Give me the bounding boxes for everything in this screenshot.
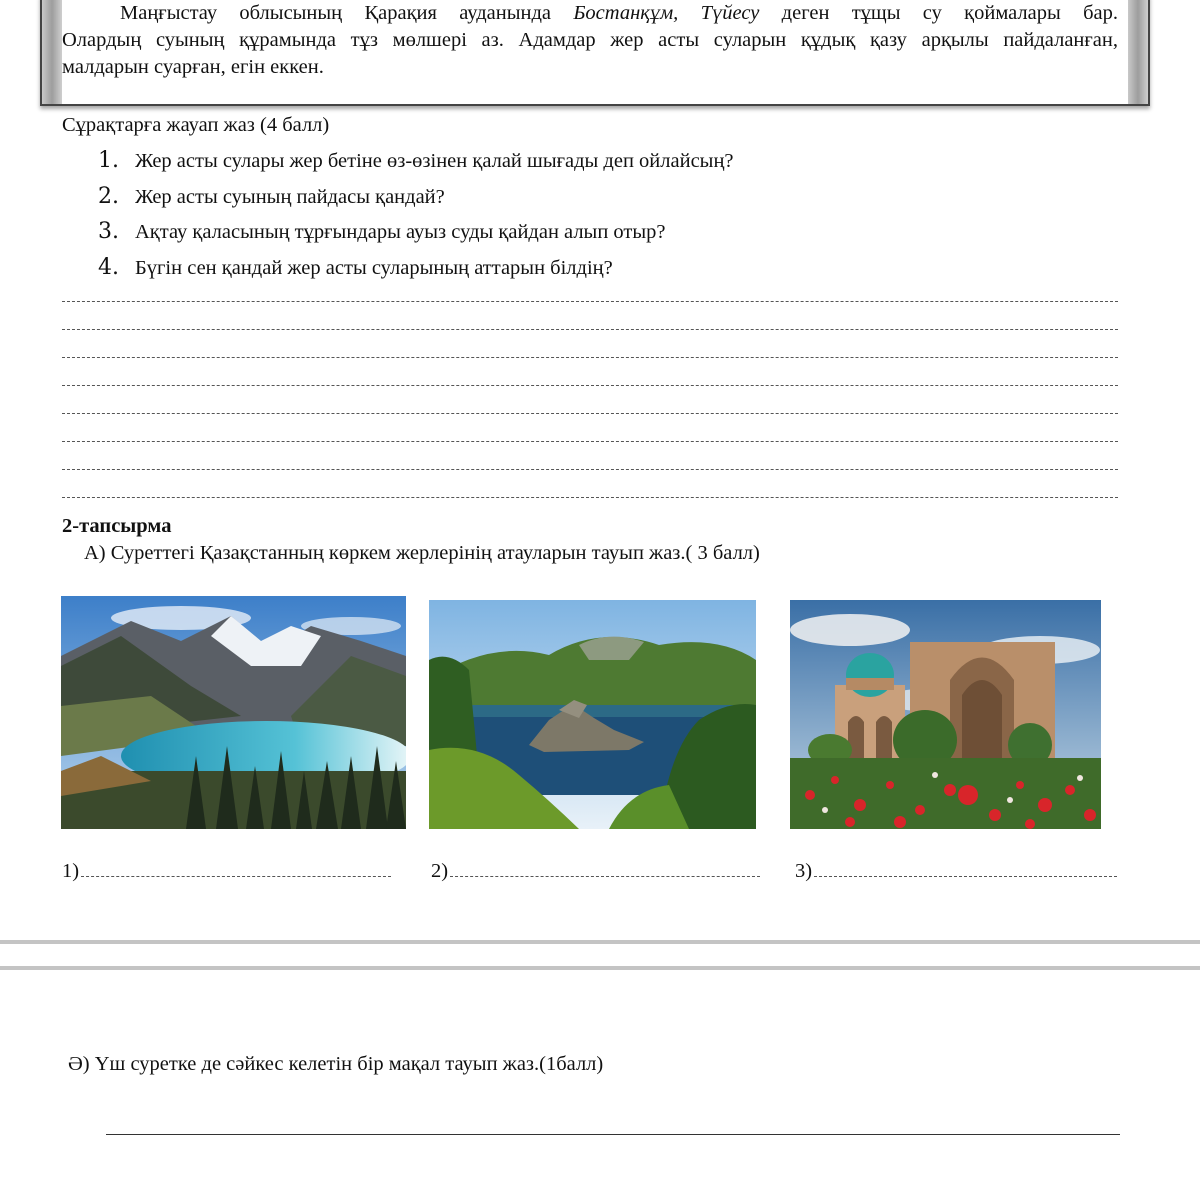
question-number: 2. xyxy=(98,183,119,209)
question-item xyxy=(98,255,734,291)
answer-3-field[interactable] xyxy=(814,862,1117,877)
answer-dash-line[interactable] xyxy=(62,413,1118,414)
answer-3-label: 3) xyxy=(795,860,813,882)
forest-lake-rock-photo xyxy=(429,600,756,829)
answer-2 xyxy=(431,860,760,883)
question-list xyxy=(98,148,734,290)
question-number: 1. xyxy=(98,148,119,173)
question-text: Жер асты сулары жер бетіне өз-өзінен қалай шығады деп ойлайсың? xyxy=(135,150,734,172)
answer-dash-line[interactable] xyxy=(62,497,1118,498)
frame-bar-right xyxy=(1128,0,1148,104)
task2-part-a: А) Суреттегі Қазақстанның көркем жерлерінің атауларын тауып жаз.( 3 балл) xyxy=(84,542,760,564)
intro-line-3: малдарын суарған, егін еккен. xyxy=(62,56,324,78)
task2-part-b: Ә) Үш суретке де сәйкес келетін бір мақал тауып жаз.(1балл) xyxy=(68,1053,604,1075)
answer-dash-line[interactable] xyxy=(62,357,1118,358)
intro-italic-names: Бостанқұм, Түйесу xyxy=(573,2,760,24)
intro-line-1: Маңғыстау облысының Қарақия ауданында Бостанқұм, Түйесу деген тұщы су қоймалары бар. xyxy=(120,2,1118,24)
question-text: Жер асты суының пайдасы қандай? xyxy=(135,185,445,208)
answer-3 xyxy=(795,860,1117,883)
proverb-answer-line[interactable] xyxy=(106,1134,1120,1135)
page-separator xyxy=(0,966,1200,970)
question-number: 3. xyxy=(98,219,119,244)
answer-dash-line[interactable] xyxy=(62,469,1118,470)
question-item xyxy=(98,184,734,220)
frame-bar-left xyxy=(42,0,62,104)
mausoleum-flowers-photo xyxy=(790,600,1101,829)
question-text: Ақтау қаласының тұрғындары ауыз суды қайдан алып отыр? xyxy=(135,221,666,243)
task2-heading: 2-тапсырма xyxy=(62,515,172,537)
question-item xyxy=(98,219,734,255)
question-item xyxy=(98,148,734,184)
intro-line-2: Олардың суының құрамында тұз мөлшері аз. Адамдар жер асты суларын құдық қазу арқылы пайдаланған, xyxy=(62,29,1118,51)
answer-2-label: 2) xyxy=(431,860,449,882)
answer-2-field[interactable] xyxy=(450,862,760,877)
intro-text xyxy=(62,0,1118,81)
mountain-lake-photo xyxy=(61,596,406,829)
page-separator xyxy=(0,940,1200,944)
question-text: Бүгін сен қандай жер асты суларының аттарын білдің? xyxy=(135,256,613,279)
question-number: 4. xyxy=(98,254,119,280)
answer-dash-line[interactable] xyxy=(62,329,1118,330)
answer-1-label: 1) xyxy=(62,860,80,882)
answer-dash-line[interactable] xyxy=(62,385,1118,386)
task1-heading: Сұрақтарға жауап жаз (4 балл) xyxy=(62,114,330,136)
answer-dash-line[interactable] xyxy=(62,301,1118,302)
answer-1-field[interactable] xyxy=(81,862,391,877)
answer-1 xyxy=(62,860,391,883)
answer-dash-line[interactable] xyxy=(62,441,1118,442)
